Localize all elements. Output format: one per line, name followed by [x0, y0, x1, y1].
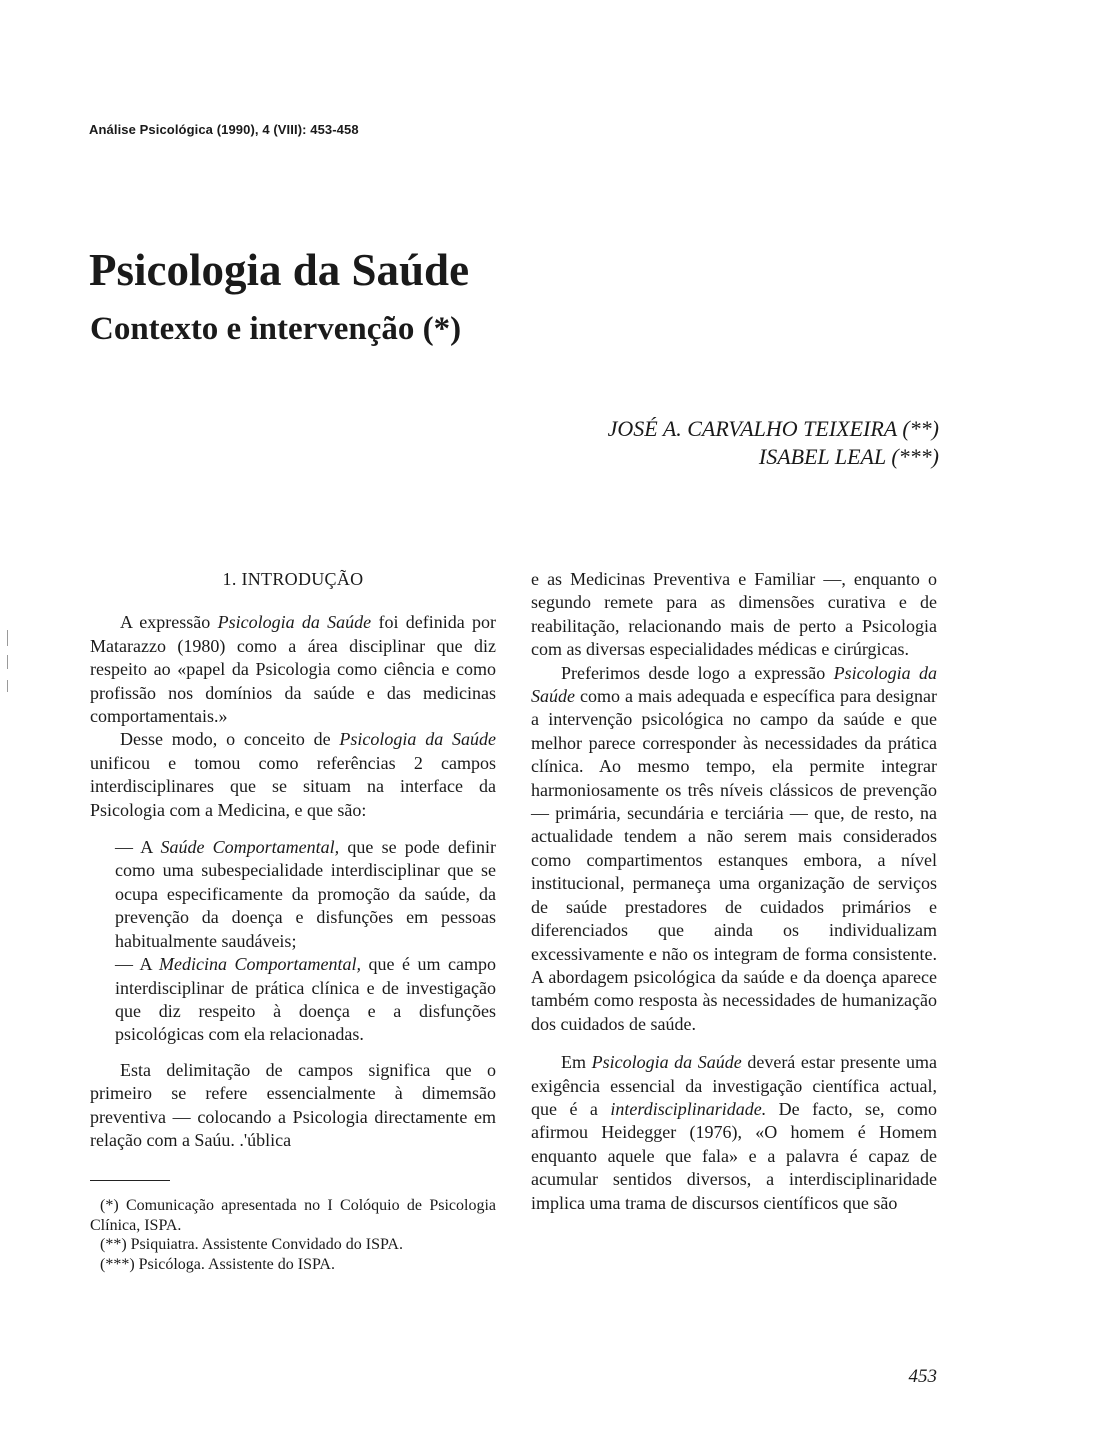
emphasis: Medicina Comportamental, — [159, 954, 362, 975]
emphasis: Psicologia da Saúde — [591, 1052, 742, 1073]
text-run: Desse modo, o conceito de — [120, 729, 340, 750]
scan-artifact — [7, 655, 8, 669]
article-title: Psicologia da Saúde — [89, 245, 470, 295]
paragraph — [531, 662, 937, 1037]
paragraph: e as Medicinas Preventiva e Familiar —, enquanto o segundo remete para as dimensões curativa e de reabilitação, relacionando mais de perto a Psicologia com as diversas especialidades médicas e cirúrgicas. — [531, 569, 937, 660]
text-run: — A — [115, 954, 160, 975]
paragraph — [90, 728, 496, 822]
author-name: ISABEL LEAL (***) — [758, 444, 939, 469]
emphasis: interdisciplinaridade. — [610, 1098, 767, 1119]
text-run: A expressão — [120, 612, 218, 633]
text-run: Preferimos desde logo a expressão — [561, 662, 834, 683]
emphasis: Psicologia da Saúde — [339, 729, 496, 750]
scan-artifact — [7, 630, 8, 646]
definition-list — [115, 836, 496, 1047]
text-run: como a mais adequada e específica para designar a intervenção psicológica no campo da saúde e que melhor parece corresponder às necessidades da prática clínica. Ao mesmo tempo, ela permite integrar harmoniosamente os três níveis clássicos de prevenção — primária, secundária e terciária — que, de resto, na actualidade tendem a não serem mais considerados como compartimentos estanques embora, a nível institucional, permaneça uma organização de serviços de saúde prestadores de cuidados primários e diferenciados que ainda os individualizam excessivamente e não os integram de forma consistente. A abordagem psicológica da saúde e da doença aparece também como resposta às necessidades de humanização dos cuidados de saúde. — [531, 686, 937, 1034]
paragraph — [90, 611, 496, 728]
article-subtitle: Contexto e intervenção (*) — [90, 311, 462, 347]
footnote-divider — [90, 1180, 170, 1181]
paragraph — [531, 1051, 937, 1215]
page-number: 453 — [908, 1366, 937, 1387]
left-column — [90, 568, 496, 1274]
text-run: — A — [115, 837, 161, 858]
footnotes — [90, 1196, 496, 1274]
text-run: deverá estar presente uma exigência essencial da investigação científica actual, que é a — [531, 1052, 937, 1119]
text-run: De facto, se, como afirmou Heidegger (1976), «O homem é Homem enquanto aquele que fala» e a palavra é capaz de acumular sentidos diversos, a interdisciplinaridade implica uma trama de discursos científicos que são — [531, 1098, 938, 1213]
paragraph: Esta delimitação de campos significa que o primeiro se refere essencialmente à dimemsão preventiva — colocando a Psicologia directamente em relação com a Saúu. .'ública — [90, 1059, 496, 1150]
right-column — [531, 568, 937, 1215]
emphasis: Psicologia da Saúde — [531, 662, 937, 707]
text-run: que se pode definir como uma subespecialidade interdisciplinar que se ocupa especificamente da promoção da saúde, da prevenção da doença e disfunções em pessoas habitualmente saudáveis; — [115, 837, 496, 951]
footnote: (*) Comunicação apresentada no I Colóquio de Psicologia Clínica, ISPA. — [90, 1197, 496, 1234]
emphasis: Psicologia da Saúde — [217, 612, 372, 633]
author-list — [608, 415, 939, 471]
scan-artifact — [7, 680, 8, 692]
emphasis: Saúde Comportamental, — [160, 837, 340, 858]
text-run: que é um campo interdisciplinar de prática clínica e de investigação que diz respeito à doença e a disfunções psicológicas com ela relacionadas. — [115, 954, 496, 1045]
list-item — [115, 836, 496, 953]
author-name: JOSÉ A. CARVALHO TEIXEIRA (**) — [607, 416, 939, 441]
section-heading: 1. INTRODUÇÃO — [222, 569, 364, 589]
footnote: (***) Psicóloga. Assistente do ISPA. — [100, 1255, 335, 1273]
text-run: Em — [561, 1052, 592, 1073]
footnote: (**) Psiquiatra. Assistente Convidado do ISPA. — [100, 1236, 403, 1254]
list-item — [115, 953, 496, 1047]
text-run: unificou e tomou como referências 2 campos interdisciplinares que se situam na interface da Psicologia com a Medicina, e que são: — [90, 752, 496, 820]
text-run: foi definida por Matarazzo (1980) como a área disciplinar que diz respeito ao «papel da Psicologia como ciência e como profissão nos domínios da saúde e das medicinas comportamentais.» — [90, 612, 497, 727]
journal-reference: Análise Psicológica (1990), 4 (VIII): 453-458 — [89, 122, 359, 137]
